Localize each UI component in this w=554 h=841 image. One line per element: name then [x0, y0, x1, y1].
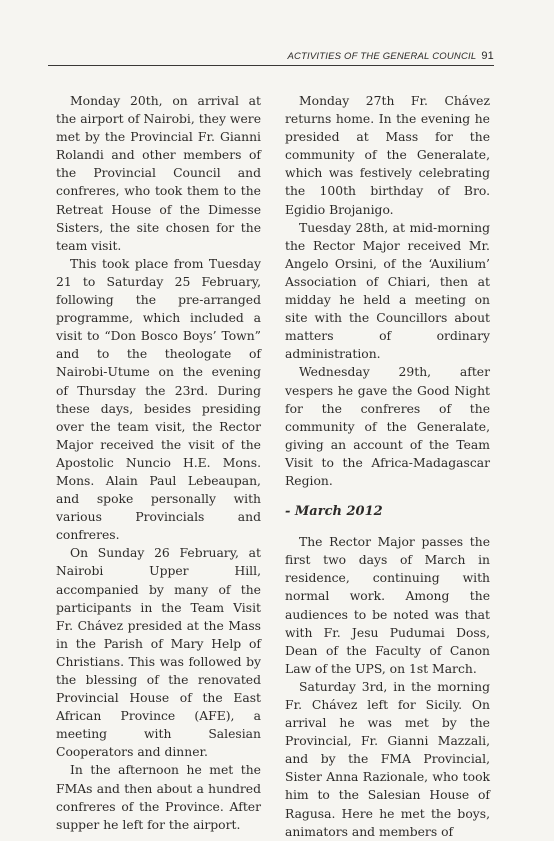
paragraph: Monday 20th, on arrival at the airport of Nairobi, they were met by the Provincial Fr. Gianni Rolandi and other members of the Provincial Council and confreres, who took them to the Retreat House of the Dimesse Sisters, the site chosen for the team visit. [56, 94, 261, 253]
paragraph: Tuesday 28th, at mid-morning the Rector Major received Mr. Angelo Orsini, of the ‘Auxilium’ Association of Chiari, then at midday he held a meeting on site with the Councillors about matters of ordinary administration. [285, 220, 490, 362]
running-header [48, 50, 494, 66]
section-heading: - March 2012 [285, 504, 383, 520]
paragraph: This took place from Tuesday 21 to Saturday 25 February, following the pre-arranged programme, which included a visit to “Don Bosco Boys’ Town” and to the theologate of Nairobi-Utume on the evening of Thursday the 23rd. During these days, besides presiding over the team visit, the Rector Major received the visit of the Apostolic Nuncio H.E. Mons. Mons. Alain Paul Lebeaupan, and spoke personally with various Provincials and confreres. [56, 256, 261, 543]
paragraph: Monday 27th Fr. Chávez returns home. In the evening he presided at Mass for the community of the Generalate, which was festively celebrating the 100th birthday of Bro. Egidio Brojanigo. [285, 94, 490, 217]
left-column [56, 92, 261, 834]
paragraph: Wednesday 29th, after vespers he gave the Good Night for the confreres of the community of the Generalate, giving an account of the Team Visit to the Africa-Madagascar Region. [285, 365, 490, 488]
paragraph: In the afternoon he met the FMAs and then about a hundred confreres of the Province. After supper he left for the airport. [56, 763, 261, 832]
header-title: ACTIVITIES OF THE GENERAL COUNCIL [287, 51, 477, 62]
paragraph: Saturday 3rd, in the morning Fr. Chávez left for Sicily. On arrival he was met by the Provincial, Fr. Gianni Mazzali, and by the FMA Provincial, Sister Anna Razionale, who took him to the Salesian House of Ragusa. Here he met the boys, animators and members of [285, 679, 490, 839]
page-number: 91 [481, 50, 494, 62]
paragraph: The Rector Major passes the first two days of March in residence, continuing with normal work. Among the audiences to be noted was that with Fr. Jesu Pudumai Doss, Dean of the Faculty of Canon Law of the UPS, on 1st March. [285, 535, 490, 676]
right-column [285, 92, 490, 841]
paragraph: On Sunday 26 February, at Nairobi Upper Hill, accompanied by many of the participants in the Team Visit Fr. Chávez presided at the Mass in the Parish of Mary Help of Christians. This was followed by the blessing of the renovated Provincial House of the East African Province (AFE), a meeting with Salesian Cooperators and dinner. [56, 546, 261, 760]
